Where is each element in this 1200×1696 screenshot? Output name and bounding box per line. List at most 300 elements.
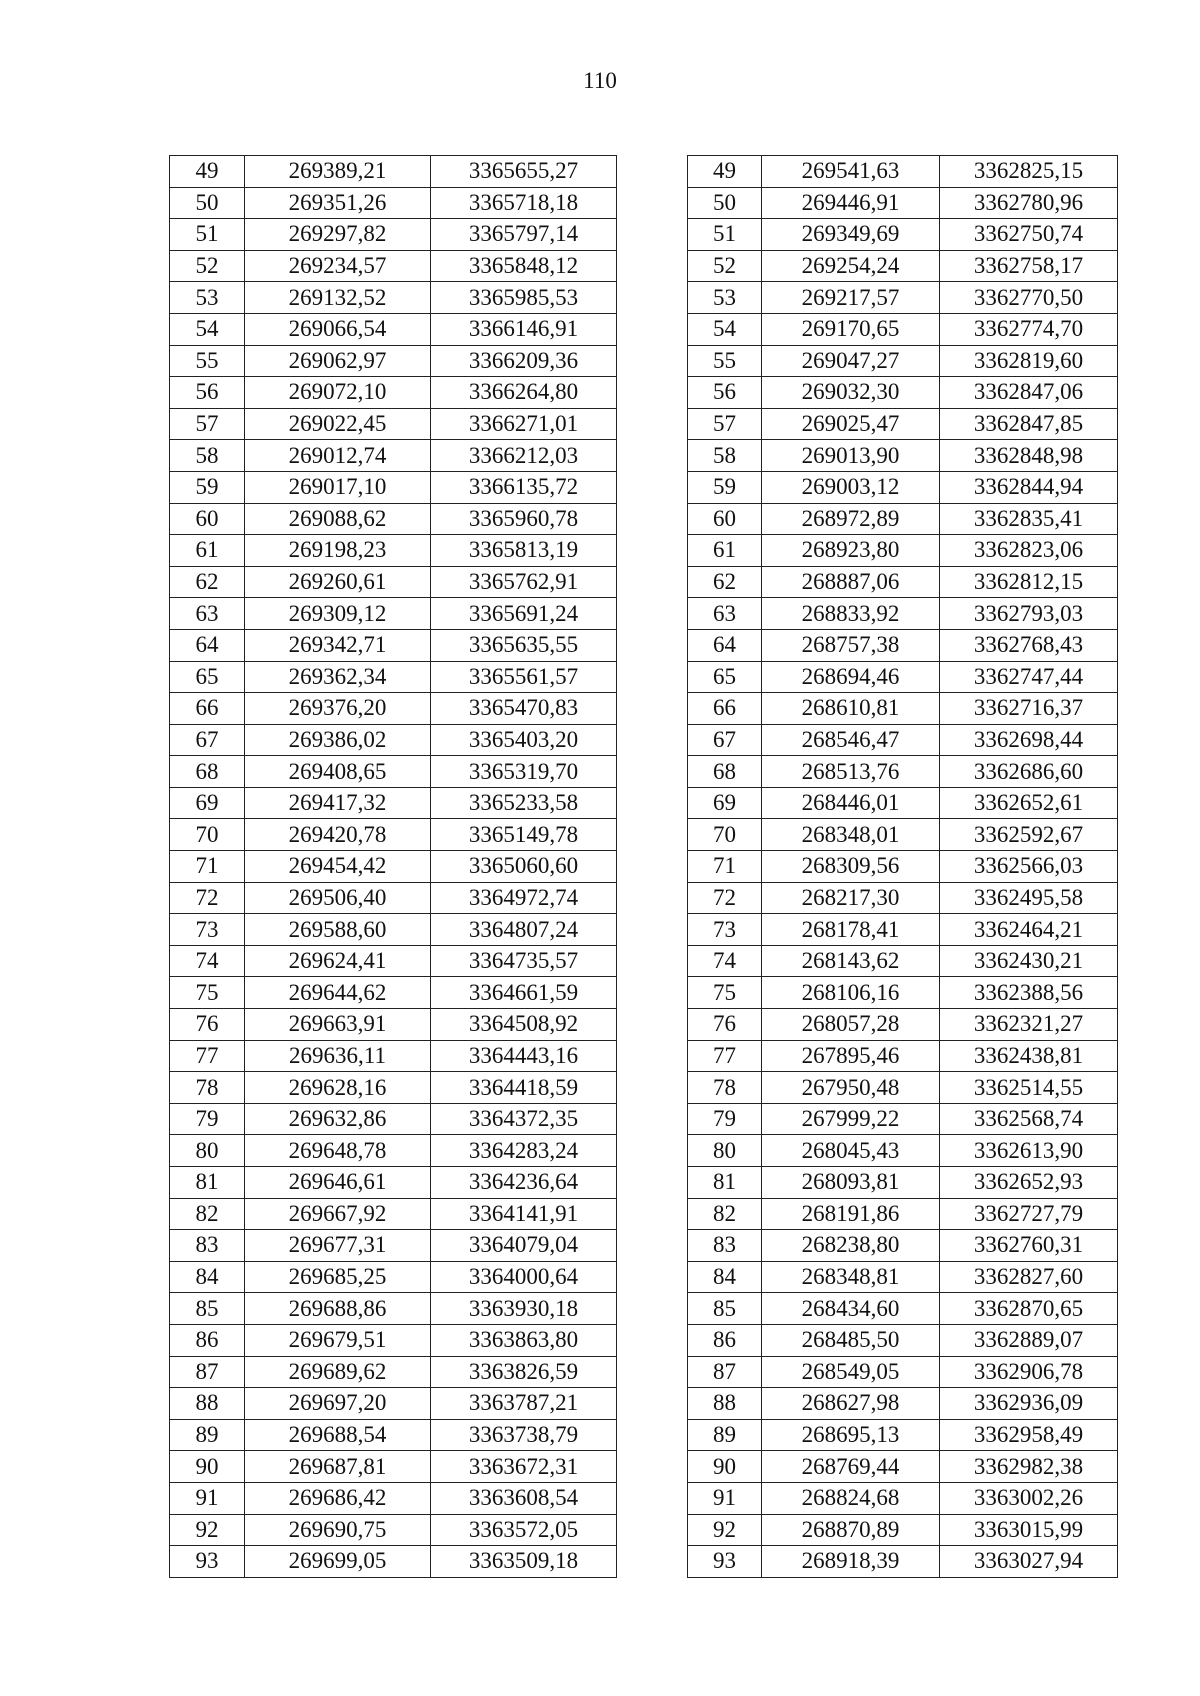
point-number-cell: 66 xyxy=(688,693,762,725)
y-coordinate-cell: 3364661,59 xyxy=(431,977,617,1009)
x-coordinate-cell: 269636,11 xyxy=(245,1040,431,1072)
x-coordinate-cell: 269663,91 xyxy=(245,1009,431,1041)
table-row xyxy=(170,535,617,567)
table-row xyxy=(170,756,617,788)
point-number-cell: 76 xyxy=(688,1009,762,1041)
x-coordinate-cell: 269012,74 xyxy=(245,440,431,472)
y-coordinate-cell: 3362430,21 xyxy=(940,945,1118,977)
y-coordinate-cell: 3365797,14 xyxy=(431,219,617,251)
point-number-cell: 57 xyxy=(170,408,245,440)
y-coordinate-cell: 3362906,78 xyxy=(940,1356,1118,1388)
x-coordinate-cell: 268769,44 xyxy=(762,1451,940,1483)
table-row xyxy=(170,1103,617,1135)
point-number-cell: 92 xyxy=(688,1514,762,1546)
x-coordinate-cell: 269132,52 xyxy=(245,282,431,314)
point-number-cell: 64 xyxy=(688,629,762,661)
point-number-cell: 60 xyxy=(688,503,762,535)
x-coordinate-cell: 269342,71 xyxy=(245,629,431,661)
x-coordinate-cell: 269689,62 xyxy=(245,1356,431,1388)
table-row xyxy=(688,914,1118,946)
y-coordinate-cell: 3363027,94 xyxy=(940,1546,1118,1578)
table-row xyxy=(688,1103,1118,1135)
x-coordinate-cell: 268972,89 xyxy=(762,503,940,535)
point-number-cell: 70 xyxy=(688,819,762,851)
y-coordinate-cell: 3362686,60 xyxy=(940,756,1118,788)
point-number-cell: 77 xyxy=(688,1040,762,1072)
table-row xyxy=(170,566,617,598)
table-row xyxy=(170,914,617,946)
y-coordinate-cell: 3362388,56 xyxy=(940,977,1118,1009)
table-row xyxy=(170,313,617,345)
table-row xyxy=(688,1135,1118,1167)
y-coordinate-cell: 3362770,50 xyxy=(940,282,1118,314)
x-coordinate-cell: 268923,80 xyxy=(762,535,940,567)
x-coordinate-cell: 268546,47 xyxy=(762,724,940,756)
y-coordinate-cell: 3362760,31 xyxy=(940,1230,1118,1262)
x-coordinate-cell: 268238,80 xyxy=(762,1230,940,1262)
point-number-cell: 78 xyxy=(688,1072,762,1104)
table-row xyxy=(170,503,617,535)
point-number-cell: 89 xyxy=(688,1419,762,1451)
point-number-cell: 61 xyxy=(170,535,245,567)
x-coordinate-cell: 268887,06 xyxy=(762,566,940,598)
table-row xyxy=(170,1546,617,1578)
point-number-cell: 73 xyxy=(170,914,245,946)
table-row xyxy=(688,724,1118,756)
point-number-cell: 91 xyxy=(170,1482,245,1514)
x-coordinate-cell: 269408,65 xyxy=(245,756,431,788)
y-coordinate-cell: 3362750,74 xyxy=(940,219,1118,251)
y-coordinate-cell: 3364236,64 xyxy=(431,1167,617,1199)
table-row xyxy=(688,1198,1118,1230)
y-coordinate-cell: 3362747,44 xyxy=(940,661,1118,693)
point-number-cell: 50 xyxy=(170,187,245,219)
x-coordinate-cell: 268093,81 xyxy=(762,1167,940,1199)
point-number-cell: 76 xyxy=(170,1009,245,1041)
x-coordinate-cell: 268057,28 xyxy=(762,1009,940,1041)
table-row xyxy=(688,1482,1118,1514)
point-number-cell: 65 xyxy=(688,661,762,693)
point-number-cell: 85 xyxy=(688,1293,762,1325)
y-coordinate-cell: 3362568,74 xyxy=(940,1103,1118,1135)
y-coordinate-cell: 3365848,12 xyxy=(431,250,617,282)
y-coordinate-cell: 3362827,60 xyxy=(940,1261,1118,1293)
y-coordinate-cell: 3364735,57 xyxy=(431,945,617,977)
table-row xyxy=(688,1514,1118,1546)
y-coordinate-cell: 3362835,41 xyxy=(940,503,1118,535)
x-coordinate-cell: 268348,01 xyxy=(762,819,940,851)
table-row xyxy=(688,219,1118,251)
table-row xyxy=(688,345,1118,377)
point-number-cell: 56 xyxy=(170,377,245,409)
point-number-cell: 72 xyxy=(170,882,245,914)
point-number-cell: 70 xyxy=(170,819,245,851)
y-coordinate-cell: 3362936,09 xyxy=(940,1388,1118,1420)
x-coordinate-cell: 269047,27 xyxy=(762,345,940,377)
point-number-cell: 91 xyxy=(688,1482,762,1514)
table-row xyxy=(170,1167,617,1199)
table-row xyxy=(170,1040,617,1072)
x-coordinate-cell: 268627,98 xyxy=(762,1388,940,1420)
coordinates-table-right-body xyxy=(688,156,1118,1578)
y-coordinate-cell: 3362889,07 xyxy=(940,1324,1118,1356)
x-coordinate-cell: 268513,76 xyxy=(762,756,940,788)
point-number-cell: 58 xyxy=(688,440,762,472)
table-row xyxy=(688,661,1118,693)
y-coordinate-cell: 3364283,24 xyxy=(431,1135,617,1167)
x-coordinate-cell: 269362,34 xyxy=(245,661,431,693)
table-row xyxy=(688,1546,1118,1578)
y-coordinate-cell: 3362870,65 xyxy=(940,1293,1118,1325)
y-coordinate-cell: 3362438,81 xyxy=(940,1040,1118,1072)
point-number-cell: 92 xyxy=(170,1514,245,1546)
table-row xyxy=(170,598,617,630)
point-number-cell: 80 xyxy=(170,1135,245,1167)
point-number-cell: 83 xyxy=(170,1230,245,1262)
point-number-cell: 62 xyxy=(170,566,245,598)
x-coordinate-cell: 269170,65 xyxy=(762,313,940,345)
y-coordinate-cell: 3365149,78 xyxy=(431,819,617,851)
x-coordinate-cell: 269690,75 xyxy=(245,1514,431,1546)
table-row xyxy=(170,345,617,377)
point-number-cell: 79 xyxy=(170,1103,245,1135)
y-coordinate-cell: 3363509,18 xyxy=(431,1546,617,1578)
table-row xyxy=(170,440,617,472)
table-row xyxy=(688,693,1118,725)
point-number-cell: 57 xyxy=(688,408,762,440)
point-number-cell: 86 xyxy=(688,1324,762,1356)
point-number-cell: 72 xyxy=(688,882,762,914)
table-row xyxy=(170,156,617,188)
x-coordinate-cell: 269017,10 xyxy=(245,471,431,503)
x-coordinate-cell: 269072,10 xyxy=(245,377,431,409)
x-coordinate-cell: 269066,54 xyxy=(245,313,431,345)
x-coordinate-cell: 268918,39 xyxy=(762,1546,940,1578)
table-row xyxy=(170,1451,617,1483)
point-number-cell: 84 xyxy=(170,1261,245,1293)
y-coordinate-cell: 3362495,58 xyxy=(940,882,1118,914)
x-coordinate-cell: 267999,22 xyxy=(762,1103,940,1135)
x-coordinate-cell: 268045,43 xyxy=(762,1135,940,1167)
point-number-cell: 67 xyxy=(688,724,762,756)
point-number-cell: 85 xyxy=(170,1293,245,1325)
x-coordinate-cell: 269032,30 xyxy=(762,377,940,409)
y-coordinate-cell: 3362774,70 xyxy=(940,313,1118,345)
point-number-cell: 71 xyxy=(170,851,245,883)
x-coordinate-cell: 269686,42 xyxy=(245,1482,431,1514)
point-number-cell: 55 xyxy=(170,345,245,377)
x-coordinate-cell: 268694,46 xyxy=(762,661,940,693)
table-row xyxy=(688,756,1118,788)
x-coordinate-cell: 269088,62 xyxy=(245,503,431,535)
point-number-cell: 86 xyxy=(170,1324,245,1356)
y-coordinate-cell: 3362768,43 xyxy=(940,629,1118,661)
table-row xyxy=(170,977,617,1009)
y-coordinate-cell: 3362592,67 xyxy=(940,819,1118,851)
table-row xyxy=(170,1356,617,1388)
table-row xyxy=(688,408,1118,440)
point-number-cell: 60 xyxy=(170,503,245,535)
y-coordinate-cell: 3366146,91 xyxy=(431,313,617,345)
table-row xyxy=(688,1356,1118,1388)
table-row xyxy=(170,882,617,914)
table-row xyxy=(688,156,1118,188)
table-row xyxy=(170,1072,617,1104)
x-coordinate-cell: 269687,81 xyxy=(245,1451,431,1483)
y-coordinate-cell: 3365762,91 xyxy=(431,566,617,598)
y-coordinate-cell: 3362848,98 xyxy=(940,440,1118,472)
table-row xyxy=(688,1040,1118,1072)
y-coordinate-cell: 3366264,80 xyxy=(431,377,617,409)
y-coordinate-cell: 3362566,03 xyxy=(940,851,1118,883)
y-coordinate-cell: 3362613,90 xyxy=(940,1135,1118,1167)
point-number-cell: 88 xyxy=(688,1388,762,1420)
table-row xyxy=(688,851,1118,883)
y-coordinate-cell: 3362758,17 xyxy=(940,250,1118,282)
y-coordinate-cell: 3364141,91 xyxy=(431,1198,617,1230)
point-number-cell: 66 xyxy=(170,693,245,725)
y-coordinate-cell: 3362982,38 xyxy=(940,1451,1118,1483)
x-coordinate-cell: 269632,86 xyxy=(245,1103,431,1135)
x-coordinate-cell: 269624,41 xyxy=(245,945,431,977)
x-coordinate-cell: 268106,16 xyxy=(762,977,940,1009)
table-row xyxy=(170,219,617,251)
x-coordinate-cell: 269644,62 xyxy=(245,977,431,1009)
point-number-cell: 74 xyxy=(170,945,245,977)
point-number-cell: 81 xyxy=(688,1167,762,1199)
point-number-cell: 69 xyxy=(688,787,762,819)
x-coordinate-cell: 268217,30 xyxy=(762,882,940,914)
x-coordinate-cell: 269234,57 xyxy=(245,250,431,282)
x-coordinate-cell: 269217,57 xyxy=(762,282,940,314)
point-number-cell: 51 xyxy=(688,219,762,251)
table-row xyxy=(170,1230,617,1262)
table-row xyxy=(688,1388,1118,1420)
point-number-cell: 55 xyxy=(688,345,762,377)
point-number-cell: 75 xyxy=(170,977,245,1009)
y-coordinate-cell: 3364807,24 xyxy=(431,914,617,946)
point-number-cell: 65 xyxy=(170,661,245,693)
y-coordinate-cell: 3362780,96 xyxy=(940,187,1118,219)
coordinates-table-left xyxy=(169,155,617,1578)
x-coordinate-cell: 268549,05 xyxy=(762,1356,940,1388)
table-row xyxy=(170,945,617,977)
point-number-cell: 53 xyxy=(688,282,762,314)
x-coordinate-cell: 269420,78 xyxy=(245,819,431,851)
y-coordinate-cell: 3362847,06 xyxy=(940,377,1118,409)
table-row xyxy=(170,1419,617,1451)
y-coordinate-cell: 3362727,79 xyxy=(940,1198,1118,1230)
table-row xyxy=(170,819,617,851)
table-row xyxy=(688,503,1118,535)
x-coordinate-cell: 269588,60 xyxy=(245,914,431,946)
y-coordinate-cell: 3364443,16 xyxy=(431,1040,617,1072)
table-row xyxy=(170,1261,617,1293)
table-row xyxy=(688,882,1118,914)
x-coordinate-cell: 269667,92 xyxy=(245,1198,431,1230)
y-coordinate-cell: 3363787,21 xyxy=(431,1388,617,1420)
point-number-cell: 69 xyxy=(170,787,245,819)
table-row xyxy=(170,629,617,661)
y-coordinate-cell: 3365403,20 xyxy=(431,724,617,756)
table-row xyxy=(170,851,617,883)
x-coordinate-cell: 269025,47 xyxy=(762,408,940,440)
x-coordinate-cell: 269679,51 xyxy=(245,1324,431,1356)
point-number-cell: 77 xyxy=(170,1040,245,1072)
point-number-cell: 73 xyxy=(688,914,762,946)
x-coordinate-cell: 269349,69 xyxy=(762,219,940,251)
table-row xyxy=(688,787,1118,819)
point-number-cell: 87 xyxy=(688,1356,762,1388)
x-coordinate-cell: 269677,31 xyxy=(245,1230,431,1262)
point-number-cell: 53 xyxy=(170,282,245,314)
y-coordinate-cell: 3362847,85 xyxy=(940,408,1118,440)
point-number-cell: 74 xyxy=(688,945,762,977)
y-coordinate-cell: 3362825,15 xyxy=(940,156,1118,188)
y-coordinate-cell: 3362958,49 xyxy=(940,1419,1118,1451)
y-coordinate-cell: 3365813,19 xyxy=(431,535,617,567)
coordinates-table-right xyxy=(687,155,1118,1578)
point-number-cell: 49 xyxy=(688,156,762,188)
table-row xyxy=(688,250,1118,282)
y-coordinate-cell: 3363863,80 xyxy=(431,1324,617,1356)
y-coordinate-cell: 3364000,64 xyxy=(431,1261,617,1293)
x-coordinate-cell: 268485,50 xyxy=(762,1324,940,1356)
point-number-cell: 63 xyxy=(170,598,245,630)
y-coordinate-cell: 3364372,35 xyxy=(431,1103,617,1135)
table-row xyxy=(688,819,1118,851)
table-row xyxy=(170,1324,617,1356)
point-number-cell: 54 xyxy=(688,313,762,345)
y-coordinate-cell: 3362844,94 xyxy=(940,471,1118,503)
y-coordinate-cell: 3365233,58 xyxy=(431,787,617,819)
x-coordinate-cell: 269688,86 xyxy=(245,1293,431,1325)
point-number-cell: 52 xyxy=(688,250,762,282)
x-coordinate-cell: 269685,25 xyxy=(245,1261,431,1293)
y-coordinate-cell: 3363826,59 xyxy=(431,1356,617,1388)
y-coordinate-cell: 3363672,31 xyxy=(431,1451,617,1483)
x-coordinate-cell: 268309,56 xyxy=(762,851,940,883)
table-row xyxy=(170,1009,617,1041)
point-number-cell: 81 xyxy=(170,1167,245,1199)
x-coordinate-cell: 269297,82 xyxy=(245,219,431,251)
y-coordinate-cell: 3363608,54 xyxy=(431,1482,617,1514)
table-row xyxy=(688,282,1118,314)
y-coordinate-cell: 3365561,57 xyxy=(431,661,617,693)
table-row xyxy=(170,471,617,503)
y-coordinate-cell: 3364508,92 xyxy=(431,1009,617,1041)
x-coordinate-cell: 268191,86 xyxy=(762,1198,940,1230)
table-row xyxy=(170,787,617,819)
point-number-cell: 52 xyxy=(170,250,245,282)
y-coordinate-cell: 3363738,79 xyxy=(431,1419,617,1451)
table-row xyxy=(170,1388,617,1420)
table-row xyxy=(688,1072,1118,1104)
point-number-cell: 68 xyxy=(688,756,762,788)
point-number-cell: 51 xyxy=(170,219,245,251)
table-row xyxy=(688,1167,1118,1199)
x-coordinate-cell: 268446,01 xyxy=(762,787,940,819)
table-row xyxy=(170,693,617,725)
table-row xyxy=(688,1324,1118,1356)
y-coordinate-cell: 3366271,01 xyxy=(431,408,617,440)
x-coordinate-cell: 268178,41 xyxy=(762,914,940,946)
point-number-cell: 61 xyxy=(688,535,762,567)
y-coordinate-cell: 3364972,74 xyxy=(431,882,617,914)
x-coordinate-cell: 269309,12 xyxy=(245,598,431,630)
page-number: 110 xyxy=(583,68,617,93)
x-coordinate-cell: 269260,61 xyxy=(245,566,431,598)
x-coordinate-cell: 269062,97 xyxy=(245,345,431,377)
table-row xyxy=(170,187,617,219)
x-coordinate-cell: 269506,40 xyxy=(245,882,431,914)
x-coordinate-cell: 269541,63 xyxy=(762,156,940,188)
x-coordinate-cell: 268695,13 xyxy=(762,1419,940,1451)
y-coordinate-cell: 3362514,55 xyxy=(940,1072,1118,1104)
y-coordinate-cell: 3362652,61 xyxy=(940,787,1118,819)
y-coordinate-cell: 3365635,55 xyxy=(431,629,617,661)
x-coordinate-cell: 269446,91 xyxy=(762,187,940,219)
y-coordinate-cell: 3362698,44 xyxy=(940,724,1118,756)
x-coordinate-cell: 268833,92 xyxy=(762,598,940,630)
table-row xyxy=(688,1261,1118,1293)
x-coordinate-cell: 268434,60 xyxy=(762,1293,940,1325)
table-row xyxy=(688,1293,1118,1325)
point-number-cell: 64 xyxy=(170,629,245,661)
x-coordinate-cell: 269389,21 xyxy=(245,156,431,188)
y-coordinate-cell: 3362793,03 xyxy=(940,598,1118,630)
point-number-cell: 89 xyxy=(170,1419,245,1451)
point-number-cell: 50 xyxy=(688,187,762,219)
point-number-cell: 93 xyxy=(688,1546,762,1578)
y-coordinate-cell: 3365960,78 xyxy=(431,503,617,535)
table-row xyxy=(170,1135,617,1167)
x-coordinate-cell: 267895,46 xyxy=(762,1040,940,1072)
point-number-cell: 71 xyxy=(688,851,762,883)
table-row xyxy=(688,1419,1118,1451)
x-coordinate-cell: 269351,26 xyxy=(245,187,431,219)
x-coordinate-cell: 269699,05 xyxy=(245,1546,431,1578)
y-coordinate-cell: 3365985,53 xyxy=(431,282,617,314)
table-row xyxy=(170,1482,617,1514)
x-coordinate-cell: 268610,81 xyxy=(762,693,940,725)
point-number-cell: 93 xyxy=(170,1546,245,1578)
x-coordinate-cell: 269376,20 xyxy=(245,693,431,725)
y-coordinate-cell: 3362652,93 xyxy=(940,1167,1118,1199)
x-coordinate-cell: 269003,12 xyxy=(762,471,940,503)
y-coordinate-cell: 3362819,60 xyxy=(940,345,1118,377)
x-coordinate-cell: 268143,62 xyxy=(762,945,940,977)
x-coordinate-cell: 269417,32 xyxy=(245,787,431,819)
coordinates-table-left-body xyxy=(170,156,617,1578)
y-coordinate-cell: 3363572,05 xyxy=(431,1514,617,1546)
x-coordinate-cell: 269454,42 xyxy=(245,851,431,883)
y-coordinate-cell: 3365655,27 xyxy=(431,156,617,188)
table-row xyxy=(688,471,1118,503)
point-number-cell: 82 xyxy=(688,1198,762,1230)
x-coordinate-cell: 268870,89 xyxy=(762,1514,940,1546)
table-row xyxy=(688,598,1118,630)
point-number-cell: 80 xyxy=(688,1135,762,1167)
y-coordinate-cell: 3366209,36 xyxy=(431,345,617,377)
y-coordinate-cell: 3362321,27 xyxy=(940,1009,1118,1041)
point-number-cell: 83 xyxy=(688,1230,762,1262)
y-coordinate-cell: 3365060,60 xyxy=(431,851,617,883)
y-coordinate-cell: 3363015,99 xyxy=(940,1514,1118,1546)
point-number-cell: 63 xyxy=(688,598,762,630)
table-row xyxy=(688,187,1118,219)
y-coordinate-cell: 3365470,83 xyxy=(431,693,617,725)
